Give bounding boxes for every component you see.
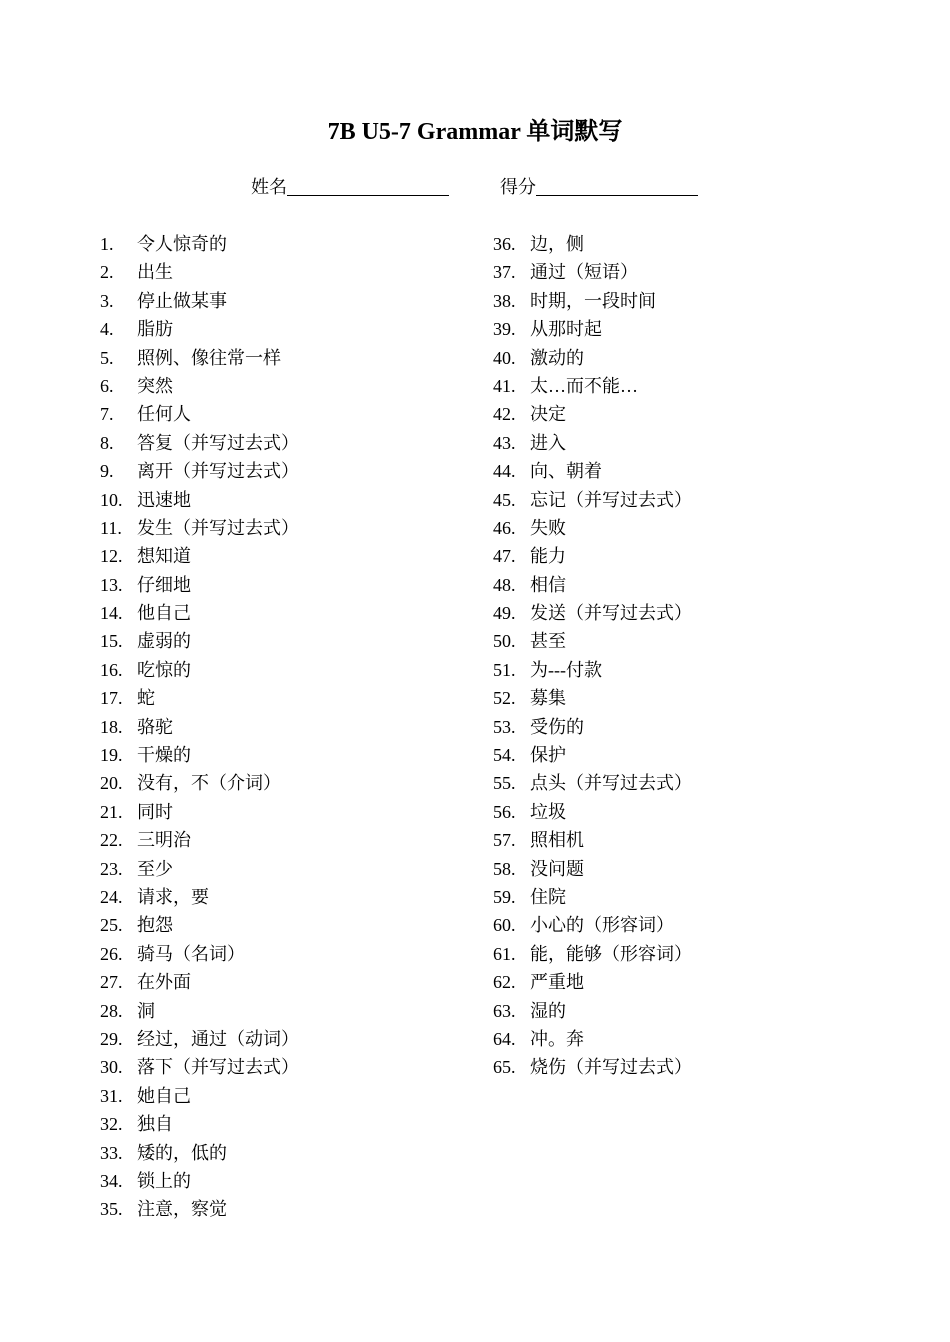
vocab-item-prompt: 他自己 — [137, 603, 191, 624]
vocab-item — [100, 542, 299, 570]
vocab-item-number: 10. — [100, 489, 123, 510]
vocab-item-number: 48. — [493, 574, 516, 595]
vocab-item-prompt: 迅速地 — [137, 489, 191, 510]
vocab-item-number: 7. — [100, 404, 114, 425]
vocab-item — [493, 571, 692, 599]
vocab-item — [100, 514, 299, 542]
vocab-item — [100, 315, 299, 343]
vocab-item-number: 60. — [493, 915, 516, 936]
vocab-item-prompt: 锁上的 — [137, 1170, 191, 1191]
vocab-item — [100, 741, 299, 769]
vocab-item-prompt: 想知道 — [137, 546, 191, 567]
vocab-item-number: 31. — [100, 1085, 123, 1106]
vocab-item-prompt: 能，能够（形容词） — [530, 943, 692, 964]
vocab-item-prompt: 独自 — [137, 1114, 173, 1135]
vocab-item — [493, 968, 692, 996]
vocab-item-number: 42. — [493, 404, 516, 425]
vocab-item-number: 52. — [493, 688, 516, 709]
vocab-item-number: 54. — [493, 745, 516, 766]
vocab-item-prompt: 时期，一段时间 — [530, 290, 656, 311]
vocab-item-prompt: 她自己 — [137, 1085, 191, 1106]
vocab-item-prompt: 相信 — [530, 574, 566, 595]
vocab-item-number: 41. — [493, 375, 516, 396]
vocab-item — [100, 1167, 299, 1195]
vocab-item-number: 50. — [493, 631, 516, 652]
score-label: 得分 — [500, 177, 536, 197]
vocab-item-number: 62. — [493, 972, 516, 993]
vocab-item-number: 1. — [100, 234, 114, 254]
name-blank-line[interactable] — [287, 175, 449, 196]
page-title: 7B U5-7 Grammar 单词默写 — [327, 119, 623, 145]
vocab-item — [493, 883, 692, 911]
vocab-item — [100, 997, 299, 1025]
vocab-item-prompt: 为---付款 — [530, 659, 602, 680]
vocab-item — [493, 627, 692, 655]
vocab-item-prompt: 住院 — [530, 886, 566, 907]
vocab-item-prompt: 令人惊奇的 — [137, 234, 227, 254]
vocab-item-number: 5. — [100, 347, 114, 368]
vocab-item-number: 28. — [100, 1000, 123, 1021]
vocab-item-prompt: 吃惊的 — [137, 659, 191, 680]
vocab-item-number: 55. — [493, 773, 516, 794]
score-field[interactable] — [500, 174, 698, 200]
vocab-item-prompt: 停止做某事 — [137, 290, 227, 311]
vocab-item-prompt: 受伤的 — [530, 716, 584, 737]
vocab-item-prompt: 经过，通过（动词） — [137, 1028, 299, 1049]
vocab-item-number: 25. — [100, 915, 123, 936]
vocab-item — [100, 769, 299, 797]
vocab-item-number: 18. — [100, 716, 123, 737]
vocab-item — [493, 940, 692, 968]
vocab-item — [493, 230, 692, 258]
vocab-item-number: 17. — [100, 688, 123, 709]
vocab-item-prompt: 答复（并写过去式） — [137, 432, 299, 453]
vocab-item — [100, 344, 299, 372]
vocab-item-prompt: 同时 — [137, 801, 173, 822]
vocab-item-prompt: 募集 — [530, 688, 566, 709]
vocab-item-prompt: 烧伤（并写过去式） — [530, 1057, 692, 1078]
vocab-item-prompt: 请求，要 — [137, 886, 209, 907]
vocab-item-prompt: 没有，不（介词） — [137, 773, 281, 794]
vocab-item-prompt: 点头（并写过去式） — [530, 773, 692, 794]
vocab-item — [100, 457, 299, 485]
vocab-item — [100, 429, 299, 457]
vocab-item-prompt: 三明治 — [137, 830, 191, 851]
vocab-item-number: 30. — [100, 1057, 123, 1078]
vocab-item — [493, 798, 692, 826]
vocab-item-prompt: 照相机 — [530, 830, 584, 851]
vocab-item-number: 53. — [493, 716, 516, 737]
vocab-item-number: 24. — [100, 886, 123, 907]
vocab-item-prompt: 抱怨 — [137, 915, 173, 936]
vocab-item — [100, 1053, 299, 1081]
vocab-item — [100, 883, 299, 911]
vocab-item — [100, 287, 299, 315]
vocab-item — [493, 344, 692, 372]
vocab-item — [493, 684, 692, 712]
vocab-item — [493, 997, 692, 1025]
vocab-item — [493, 656, 692, 684]
vocab-item-number: 27. — [100, 972, 123, 993]
vocab-item — [493, 599, 692, 627]
vocab-item-prompt: 虚弱的 — [137, 631, 191, 652]
vocab-item — [100, 826, 299, 854]
vocab-item-number: 46. — [493, 517, 516, 538]
vocab-item-number: 14. — [100, 603, 123, 624]
vocab-item-prompt: 失败 — [530, 517, 566, 538]
vocab-item-number: 61. — [493, 943, 516, 964]
vocab-item-prompt: 骑马（名词） — [137, 943, 245, 964]
vocab-item — [100, 1195, 299, 1223]
vocab-item-prompt: 任何人 — [137, 404, 191, 425]
vocab-item — [100, 1139, 299, 1167]
vocab-item-number: 32. — [100, 1114, 123, 1135]
vocab-list-right — [493, 230, 692, 1082]
vocab-item-number: 15. — [100, 631, 123, 652]
vocab-item — [493, 741, 692, 769]
vocab-item — [493, 713, 692, 741]
vocab-item-prompt: 从那时起 — [530, 319, 602, 340]
vocab-item-number: 13. — [100, 574, 123, 595]
vocab-item-prompt: 出生 — [137, 262, 173, 283]
vocab-item-number: 64. — [493, 1028, 516, 1049]
vocab-item-prompt: 落下（并写过去式） — [137, 1057, 299, 1078]
vocab-item-prompt: 至少 — [137, 858, 173, 879]
vocab-item-number: 21. — [100, 801, 123, 822]
vocab-item — [100, 1110, 299, 1138]
vocab-item-number: 59. — [493, 886, 516, 907]
vocab-item-number: 49. — [493, 603, 516, 624]
score-blank-line[interactable] — [536, 175, 698, 196]
vocab-item-prompt: 冲。奔 — [530, 1028, 584, 1049]
vocab-item-number: 19. — [100, 745, 123, 766]
vocab-item-prompt: 小心的（形容词） — [530, 915, 674, 936]
vocab-item-number: 63. — [493, 1000, 516, 1021]
vocab-item-prompt: 边，侧 — [530, 234, 584, 254]
vocab-item-number: 34. — [100, 1170, 123, 1191]
vocab-item-prompt: 激动的 — [530, 347, 584, 368]
vocab-item-prompt: 通过（短语） — [530, 262, 638, 283]
vocab-item-prompt: 矮的，低的 — [137, 1142, 227, 1163]
vocab-item-number: 16. — [100, 659, 123, 680]
vocab-item-number: 40. — [493, 347, 516, 368]
vocab-item — [493, 855, 692, 883]
vocab-item-prompt: 向、朝着 — [530, 461, 602, 482]
vocab-item — [493, 769, 692, 797]
vocab-item-number: 38. — [493, 290, 516, 311]
vocab-item — [493, 486, 692, 514]
vocab-item-prompt: 垃圾 — [530, 801, 566, 822]
vocab-item-number: 9. — [100, 461, 114, 482]
vocab-item — [493, 457, 692, 485]
vocab-item-prompt: 能力 — [530, 546, 566, 567]
vocab-item-number: 51. — [493, 659, 516, 680]
vocab-item-prompt: 进入 — [530, 432, 566, 453]
vocab-item-prompt: 仔细地 — [137, 574, 191, 595]
vocab-item-prompt: 发生（并写过去式） — [137, 517, 299, 538]
vocab-item — [493, 514, 692, 542]
vocab-item-number: 44. — [493, 461, 516, 482]
vocab-item — [493, 542, 692, 570]
vocab-item-number: 35. — [100, 1199, 123, 1220]
vocab-item — [493, 400, 692, 428]
vocab-item-prompt: 洞 — [137, 1000, 155, 1021]
vocab-item-prompt: 没问题 — [530, 858, 584, 879]
vocab-item-number: 11. — [100, 517, 122, 538]
vocab-item — [493, 429, 692, 457]
vocab-item — [493, 1053, 692, 1081]
vocab-item-number: 22. — [100, 830, 123, 851]
name-label: 姓名 — [251, 177, 287, 197]
vocab-item-prompt: 脂肪 — [137, 319, 173, 340]
vocab-item-prompt: 决定 — [530, 404, 566, 425]
vocab-item — [100, 486, 299, 514]
vocab-item-number: 37. — [493, 262, 516, 283]
vocab-item-prompt: 突然 — [137, 375, 173, 396]
vocab-item — [100, 627, 299, 655]
vocab-item-number: 26. — [100, 943, 123, 964]
vocab-item-prompt: 在外面 — [137, 972, 191, 993]
vocab-item-prompt: 蛇 — [137, 688, 155, 709]
vocab-item-prompt: 甚至 — [530, 631, 566, 652]
vocab-item — [100, 713, 299, 741]
vocab-item-number: 6. — [100, 375, 114, 396]
vocab-item — [100, 599, 299, 627]
vocab-item-number: 65. — [493, 1057, 516, 1078]
vocab-item-number: 20. — [100, 773, 123, 794]
vocab-item-prompt: 太…而不能… — [530, 375, 638, 396]
vocab-item — [100, 656, 299, 684]
vocab-item — [100, 940, 299, 968]
vocab-item-number: 29. — [100, 1028, 123, 1049]
vocab-item — [493, 826, 692, 854]
vocab-item-number: 58. — [493, 858, 516, 879]
vocab-item-number: 39. — [493, 319, 516, 340]
vocab-item — [100, 1082, 299, 1110]
vocab-item-prompt: 保护 — [530, 745, 566, 766]
vocab-item-number: 36. — [493, 234, 516, 254]
vocab-item-prompt: 湿的 — [530, 1000, 566, 1021]
vocab-item — [493, 1025, 692, 1053]
vocab-item-prompt: 离开（并写过去式） — [137, 461, 299, 482]
vocab-item-number: 8. — [100, 432, 114, 453]
vocab-item-number: 4. — [100, 319, 114, 340]
vocab-item — [100, 684, 299, 712]
vocab-item-prompt: 干燥的 — [137, 745, 191, 766]
vocab-item — [100, 230, 299, 258]
vocab-item — [100, 911, 299, 939]
vocab-item — [100, 571, 299, 599]
vocab-item-number: 2. — [100, 262, 114, 283]
vocab-item-prompt: 注意，察觉 — [137, 1199, 227, 1220]
vocab-item-prompt: 照例、像往常一样 — [137, 347, 281, 368]
vocab-item — [100, 372, 299, 400]
vocab-item-number: 33. — [100, 1142, 123, 1163]
name-field[interactable] — [251, 174, 449, 200]
vocab-item — [493, 372, 692, 400]
vocab-item-number: 57. — [493, 830, 516, 851]
vocab-item-prompt: 忘记（并写过去式） — [530, 489, 692, 510]
vocab-item — [100, 1025, 299, 1053]
vocab-item-number: 45. — [493, 489, 516, 510]
vocab-item-prompt: 严重地 — [530, 972, 584, 993]
vocab-item — [100, 258, 299, 286]
vocab-item — [493, 315, 692, 343]
vocab-item — [493, 287, 692, 315]
vocab-item — [100, 968, 299, 996]
vocab-item-number: 43. — [493, 432, 516, 453]
vocab-item — [100, 855, 299, 883]
vocab-item — [493, 911, 692, 939]
vocab-item — [100, 400, 299, 428]
vocab-item-number: 47. — [493, 546, 516, 567]
vocab-item-number: 56. — [493, 801, 516, 822]
vocab-item-number: 12. — [100, 546, 123, 567]
vocab-item — [493, 258, 692, 286]
vocab-item — [100, 798, 299, 826]
vocab-list-left — [100, 230, 299, 1224]
vocab-item-number: 3. — [100, 290, 114, 311]
vocab-item-number: 23. — [100, 858, 123, 879]
vocab-item-prompt: 骆驼 — [137, 716, 173, 737]
vocab-item-prompt: 发送（并写过去式） — [530, 603, 692, 624]
